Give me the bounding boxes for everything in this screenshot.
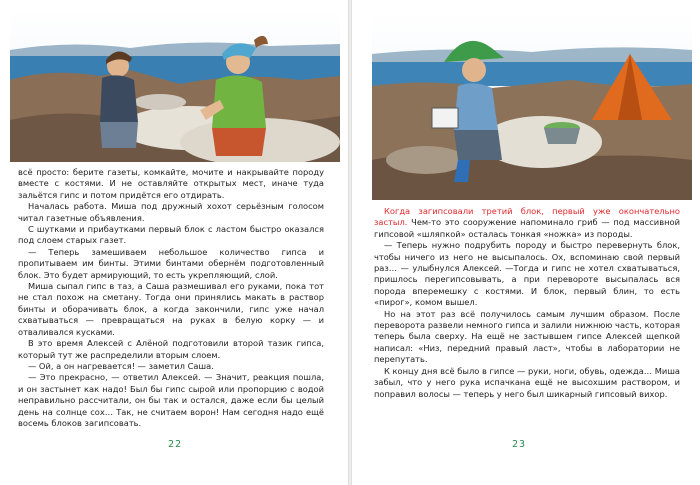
page-number: 22 (168, 439, 183, 450)
right-page (352, 0, 700, 485)
highlighted-sentence: Когда загипсовали третий блок, первый уже окончательно застыл. (374, 206, 680, 228)
paragraph: всё просто: берите газеты, комкайте, мочите и накрывайте породу вместе с костями. И не оставляйте открытых мест, иначе туда зальётся гипс и потом придётся его отдирать. (18, 167, 324, 200)
left-illustration (10, 10, 340, 162)
left-text (18, 167, 324, 429)
right-illustration (372, 10, 692, 200)
left-page (0, 0, 348, 485)
paragraph: — Ой, а он нагревается! — заметил Саша. (28, 360, 214, 371)
paragraph: Миша сыпал гипс в таз, а Саша размешивал его руками, пока тот не стал похож на сметану. Тогда они принялись макать в раствор бинты и оборачивать блок, а когда закончили, гипс уже начал схватываться — превращаться на руках в белую корку — и отваливался кусками. (18, 281, 324, 337)
paragraph: — Теперь замешиваем небольшое количество гипса и пропитываем им бинты. Этими бинтами обернём подготовленный блок. Это будет армирующий, то есть укрепляющий, слой. (18, 246, 324, 280)
paragraph: — Это прекрасно, — ответил Алексей. — Значит, реакция пошла, и он застынет как надо! Был бы гипс сырой или пропорцию с водой неправильно рассчитали, он бы так и остался, даже если бы целый день на солнце сох… Так, не считаем ворон! Нам сегодня надо ещё восемь блоков загипсовать. (18, 372, 324, 428)
right-text (374, 206, 680, 400)
paragraph: С шутками и прибаутками первый блок с ластом быстро оказался под слоем старых газет. (18, 224, 324, 246)
paragraph-rest: Чем-то это сооружение напоминало гриб — под массивной гипсовой «шляпкой» осталась тонкая «ножка» из породы. (374, 217, 680, 239)
paragraph: В это время Алексей с Алёной подготовили второй тазик гипса, который тут же распределили вторым слоем. (18, 338, 324, 360)
paragraph: — Теперь нужно подрубить породу и быстро перевернуть блок, чтобы ничего из него не высыпалось. Ох, вспоминаю свой первый раз… — улыбнулся Алексей. —Тогда и гипс не хотел схватываться, пришлось перегипсовывать, а при перевороте высыпалась вся порода вперемешку с костями. И блок, первый блин, то есть «пирог», комом вышел. (374, 240, 680, 308)
page-number: 23 (512, 439, 527, 450)
paragraph: Началась работа. Миша под дружный хохот серьёзным голосом читал газетные объявления. (18, 201, 324, 223)
paragraph (374, 206, 680, 240)
paragraph: К концу дня всё было в гипсе — руки, ноги, обувь, одежда… Миша забыл, что у него рука испачкана ещё не высохшим раствором, и поправил волосы — теперь у него был шикарный гипсовый вихор. (374, 365, 680, 399)
paragraph: Но на этот раз всё получилось самым лучшим образом. После переворота развели немного гипса и залили нижнюю часть, которая теперь была сверху. На ещё не застывшем гипсе Алексей щепкой написал: «Низ, передний правый ласт», чтобы в лаборатории не перепутать. (374, 308, 680, 365)
